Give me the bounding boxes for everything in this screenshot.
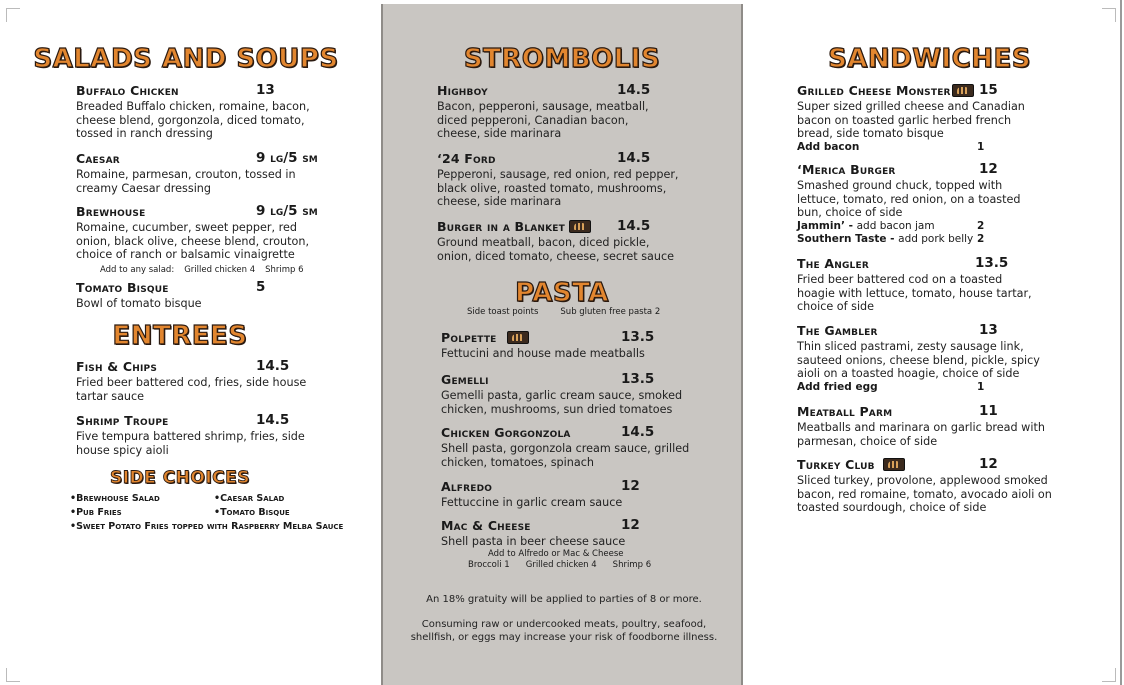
item-desc: Fettucini and house made meatballs (441, 347, 645, 360)
item-desc: Ground meatball, bacon, diced pickle, onion, diced tomato, cheese, secret sauce (437, 236, 675, 263)
addon-label: Add bacon (797, 140, 860, 153)
item-name-text: Turkey Club (797, 457, 875, 472)
menu-item-fish-chips (76, 359, 326, 403)
item-desc: Five tempura battered shrimp, fries, side house spicy aioli (76, 430, 305, 457)
item-price: 12 (979, 456, 998, 472)
list-item: •Tomato Bisque (214, 507, 290, 518)
item-desc: Fettuccine in garlic cream sauce (441, 496, 623, 509)
signature-item-icon (507, 331, 529, 344)
pasta-note-toast: Side toast points (467, 307, 539, 317)
addon-bacon (797, 141, 1077, 155)
pasta-addon-label: Add to Alfredo or Mac & Cheese (488, 549, 624, 559)
item-desc: Fried beer battered cod on a toasted hoagie with lettuce, tomato, house tartar, choice of side (797, 273, 1032, 314)
addon-label: Southern Taste - (797, 233, 895, 246)
item-price: 13 (979, 322, 998, 338)
addon-label: Add fried egg (797, 380, 878, 393)
item-name: Shrimp Troupe (76, 413, 169, 428)
item-price: 5 (256, 279, 266, 295)
menu-item-24-ford (437, 151, 687, 209)
item-price: 12 (979, 161, 998, 177)
menu-item-buffalo-chicken (76, 83, 326, 141)
addon-price: 1 (977, 140, 985, 153)
crop-mark (6, 8, 20, 22)
item-name: Chicken Gorgonzola (441, 425, 571, 440)
salad-addon-chicken: Grilled chicken 4 (184, 265, 256, 275)
item-desc: Thin sliced pastrami, zesty sausage link, sauteed onions, cheese blend, pickle, spicy aioli on a toasted hoagie, choice of side (797, 340, 1040, 381)
menu-item-highboy (437, 83, 687, 141)
addon-price: 2 (977, 219, 985, 232)
item-desc: Super sized grilled cheese and Canadian bacon on toasted garlic herbed french bread, side tomato bisque (797, 100, 1025, 141)
item-name: Highboy (437, 83, 488, 98)
addon-southern-taste (797, 233, 1077, 247)
menu-item-turkey-club (797, 457, 1077, 515)
item-price: 14.5 (617, 82, 651, 98)
pasta-note (467, 307, 670, 317)
menu-item-gemelli (441, 372, 691, 416)
item-price: 13.5 (621, 371, 655, 387)
item-name: Tomato Bisque (76, 280, 169, 295)
menu-item-merica-burger (797, 162, 1077, 247)
list-item: •Brewhouse Salad (70, 493, 160, 504)
item-name: Fish & Chips (76, 359, 158, 374)
pasta-addon-chicken: Grilled chicken 4 (525, 560, 597, 570)
sandwiches-heading: SANDWICHES (828, 44, 1031, 74)
addon-jammin (797, 220, 1077, 234)
item-price: 12 (621, 517, 640, 533)
foodborne-warning: Consuming raw or undercooked meats, poultry, seafood, shellfish, or eggs may increase your risk of foodborne illness. (410, 619, 718, 643)
crop-mark (6, 668, 20, 682)
menu-item-grilled-cheese-monster (797, 83, 1077, 154)
item-desc: Fried beer battered cod, fries, side house tartar sauce (76, 376, 307, 403)
item-desc: Sliced turkey, provolone, applewood smoked bacon, red romaine, tomato, avocado aioli on toasted sourdough, choice of side (797, 474, 1052, 515)
item-name: ‘24 Ford (437, 151, 496, 166)
item-price: 14.5 (256, 412, 290, 428)
menu-item-chicken-gorgonzola (441, 425, 691, 469)
crop-mark (1102, 8, 1116, 22)
item-name (441, 330, 529, 345)
item-price: 9 lg/5 sm (256, 150, 318, 166)
item-desc: Romaine, cucumber, sweet pepper, red onion, black olive, cheese blend, crouton, choice of ranch or balsamic vinaigrette (76, 221, 310, 262)
item-price: 14.5 (617, 218, 651, 234)
item-price: 14.5 (256, 358, 290, 374)
menu-item-brewhouse (76, 204, 326, 262)
item-desc: Bowl of tomato bisque (76, 297, 202, 310)
item-name: Meatball Parm (797, 404, 893, 419)
salad-addon-label: Add to any salad: (100, 265, 175, 275)
pasta-addon-options (468, 560, 661, 570)
signature-item-icon (569, 220, 591, 233)
pasta-addon-broccoli: Broccoli 1 (468, 560, 510, 570)
item-name: Gemelli (441, 372, 489, 387)
item-price: 15 (979, 82, 998, 98)
side-choices-list (70, 493, 370, 538)
menu-item-tomato-bisque (76, 280, 326, 311)
menu-item-caesar (76, 151, 326, 195)
addon-desc: add bacon jam (856, 219, 935, 232)
addon-desc: add pork belly (898, 233, 974, 246)
item-name-text: Polpette (441, 330, 497, 345)
left-column (0, 0, 380, 685)
item-price: 13.5 (975, 255, 1009, 271)
item-price: 13.5 (621, 329, 655, 345)
signature-item-icon (883, 458, 905, 471)
item-desc: Bacon, pepperoni, sausage, meatball, diced pepperoni, Canadian bacon, cheese, side marinara (437, 100, 649, 141)
item-desc: Gemelli pasta, garlic cream sauce, smoked chicken, mushrooms, sun dried tomatoes (441, 389, 683, 416)
menu-item-meatball-parm (797, 404, 1077, 448)
menu-item-polpette (441, 330, 691, 361)
item-price: 13 (256, 82, 275, 98)
strombolis-heading: STROMBOLIS (463, 44, 661, 74)
item-name: Buffalo Chicken (76, 83, 179, 98)
menu-item-burger-in-a-blanket (437, 219, 687, 263)
menu-item-the-gambler (797, 323, 1077, 394)
item-name (437, 219, 591, 234)
pasta-note-gluten: Sub gluten free pasta 2 (560, 307, 661, 317)
gratuity-note: An 18% gratuity will be applied to parties of 8 or more. (426, 594, 702, 605)
item-name-text: Grilled Cheese Monster (797, 83, 951, 98)
item-price: 11 (979, 403, 998, 419)
item-desc: Breaded Buffalo chicken, romaine, bacon, cheese blend, gorgonzola, diced tomato, tossed in ranch dressing (76, 100, 310, 141)
item-name-text: Burger in a Blanket (437, 219, 565, 234)
item-name: Caesar (76, 151, 120, 166)
addon-price: 1 (977, 380, 985, 393)
item-name (797, 83, 974, 98)
menu-item-shrimp-troupe (76, 413, 326, 457)
crop-mark (1102, 668, 1116, 682)
item-desc: Shell pasta in beer cheese sauce (441, 535, 626, 548)
menu-item-mac-cheese (441, 518, 691, 549)
item-desc: Romaine, parmesan, crouton, tossed in creamy Caesar dressing (76, 168, 296, 195)
pasta-heading: PASTA (515, 278, 609, 308)
item-desc: Shell pasta, gorgonzola cream sauce, grilled chicken, tomatoes, spinach (441, 442, 690, 469)
salad-addon-shrimp: Shrimp 6 (265, 265, 304, 275)
item-desc: Meatballs and marinara on garlic bread with parmesan, choice of side (797, 421, 1045, 448)
side-choices-heading: SIDE CHOICES (109, 468, 251, 488)
item-desc: Pepperoni, sausage, red onion, red pepper, black olive, roasted tomato, mushrooms, cheese, side marinara (437, 168, 679, 209)
item-price: 14.5 (617, 150, 651, 166)
addon-fried-egg (797, 381, 1077, 395)
right-column (745, 0, 1124, 685)
list-item: •Sweet Potato Fries topped with Raspberry Melba Sauce (70, 521, 344, 532)
item-name: Alfredo (441, 479, 493, 494)
pasta-addon-shrimp: Shrimp 6 (612, 560, 652, 570)
item-name: Brewhouse (76, 204, 146, 219)
middle-column (381, 4, 743, 685)
item-name: ‘Merica Burger (797, 162, 896, 177)
item-name (797, 457, 905, 472)
addon-price: 2 (977, 233, 985, 246)
menu-item-alfredo (441, 479, 691, 510)
salads-heading: SALADS AND SOUPS (33, 44, 339, 74)
salad-addon-note (100, 265, 314, 275)
signature-item-icon (952, 84, 974, 97)
item-name: The Gambler (797, 323, 878, 338)
menu-item-the-angler (797, 256, 1077, 314)
item-name: The Angler (797, 256, 869, 271)
item-price: 12 (621, 478, 640, 494)
item-name: Mac & Cheese (441, 518, 531, 533)
entrees-heading: ENTREES (112, 321, 248, 351)
list-item: •Pub Fries (70, 507, 122, 518)
item-price: 14.5 (621, 424, 655, 440)
list-item: •Caesar Salad (214, 493, 285, 504)
item-desc: Smashed ground chuck, topped with lettuce, tomato, red onion, on a toasted bun, choice of side (797, 179, 1021, 220)
addon-label: Jammin’ - (797, 219, 853, 232)
item-price: 9 lg/5 sm (256, 203, 318, 219)
